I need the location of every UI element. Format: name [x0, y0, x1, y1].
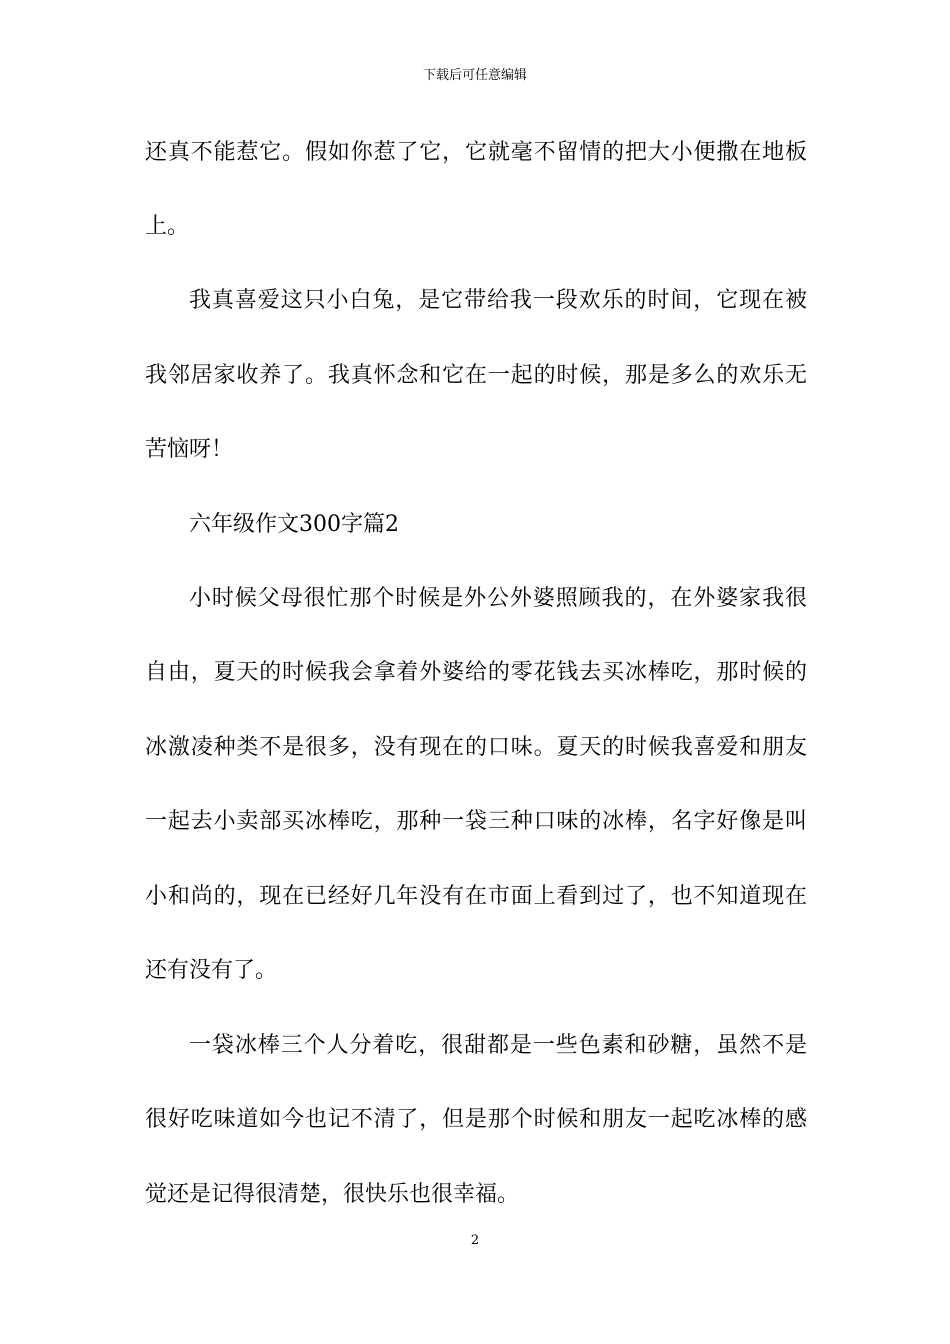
text-line: 冰激凌种类不是很多，没有现在的口味。夏天的时候我喜爱和朋友: [145, 735, 807, 760]
text-line: 一袋冰棒三个人分着吃，很甜都是一些色素和砂糖，虽然不是: [189, 1033, 807, 1058]
text-line: 一起去小卖部买冰棒吃，那种一袋三种口味的冰棒，名字好像是叫: [145, 809, 807, 834]
text-line: 觉还是记得很清楚，很快乐也很幸福。: [145, 1182, 520, 1207]
text-line: 上。: [145, 214, 190, 239]
text-line: 还真不能惹它。假如你惹了它，它就毫不留情的把大小便撒在地板: [145, 140, 807, 165]
text-line: 我邻居家收养了。我真怀念和它在一起的时候，那是多么的欢乐无: [145, 363, 807, 388]
text-line: 小和尚的，现在已经好几年没有在市面上看到过了，也不知道现在: [145, 884, 807, 909]
page-number: 2: [470, 1233, 480, 1248]
text-line: 苦恼呀！: [145, 437, 234, 462]
page-header: 下载后可任意编辑: [422, 68, 527, 83]
text-line: 还有没有了。: [145, 958, 278, 983]
text-line: 很好吃味道如今也记不清了，但是那个时候和朋友一起吃冰棒的感: [145, 1107, 807, 1132]
section-heading: 六年级作文300字篇2: [189, 512, 399, 537]
text-line: 自由，夏天的时候我会拿着外婆给的零花钱去买冰棒吃，那时候的: [145, 660, 807, 685]
text-line: 我真喜爱这只小白兔，是它带给我一段欢乐的时间，它现在被: [189, 288, 807, 313]
text-line: 小时候父母很忙那个时候是外公外婆照顾我的，在外婆家我很: [189, 586, 807, 611]
